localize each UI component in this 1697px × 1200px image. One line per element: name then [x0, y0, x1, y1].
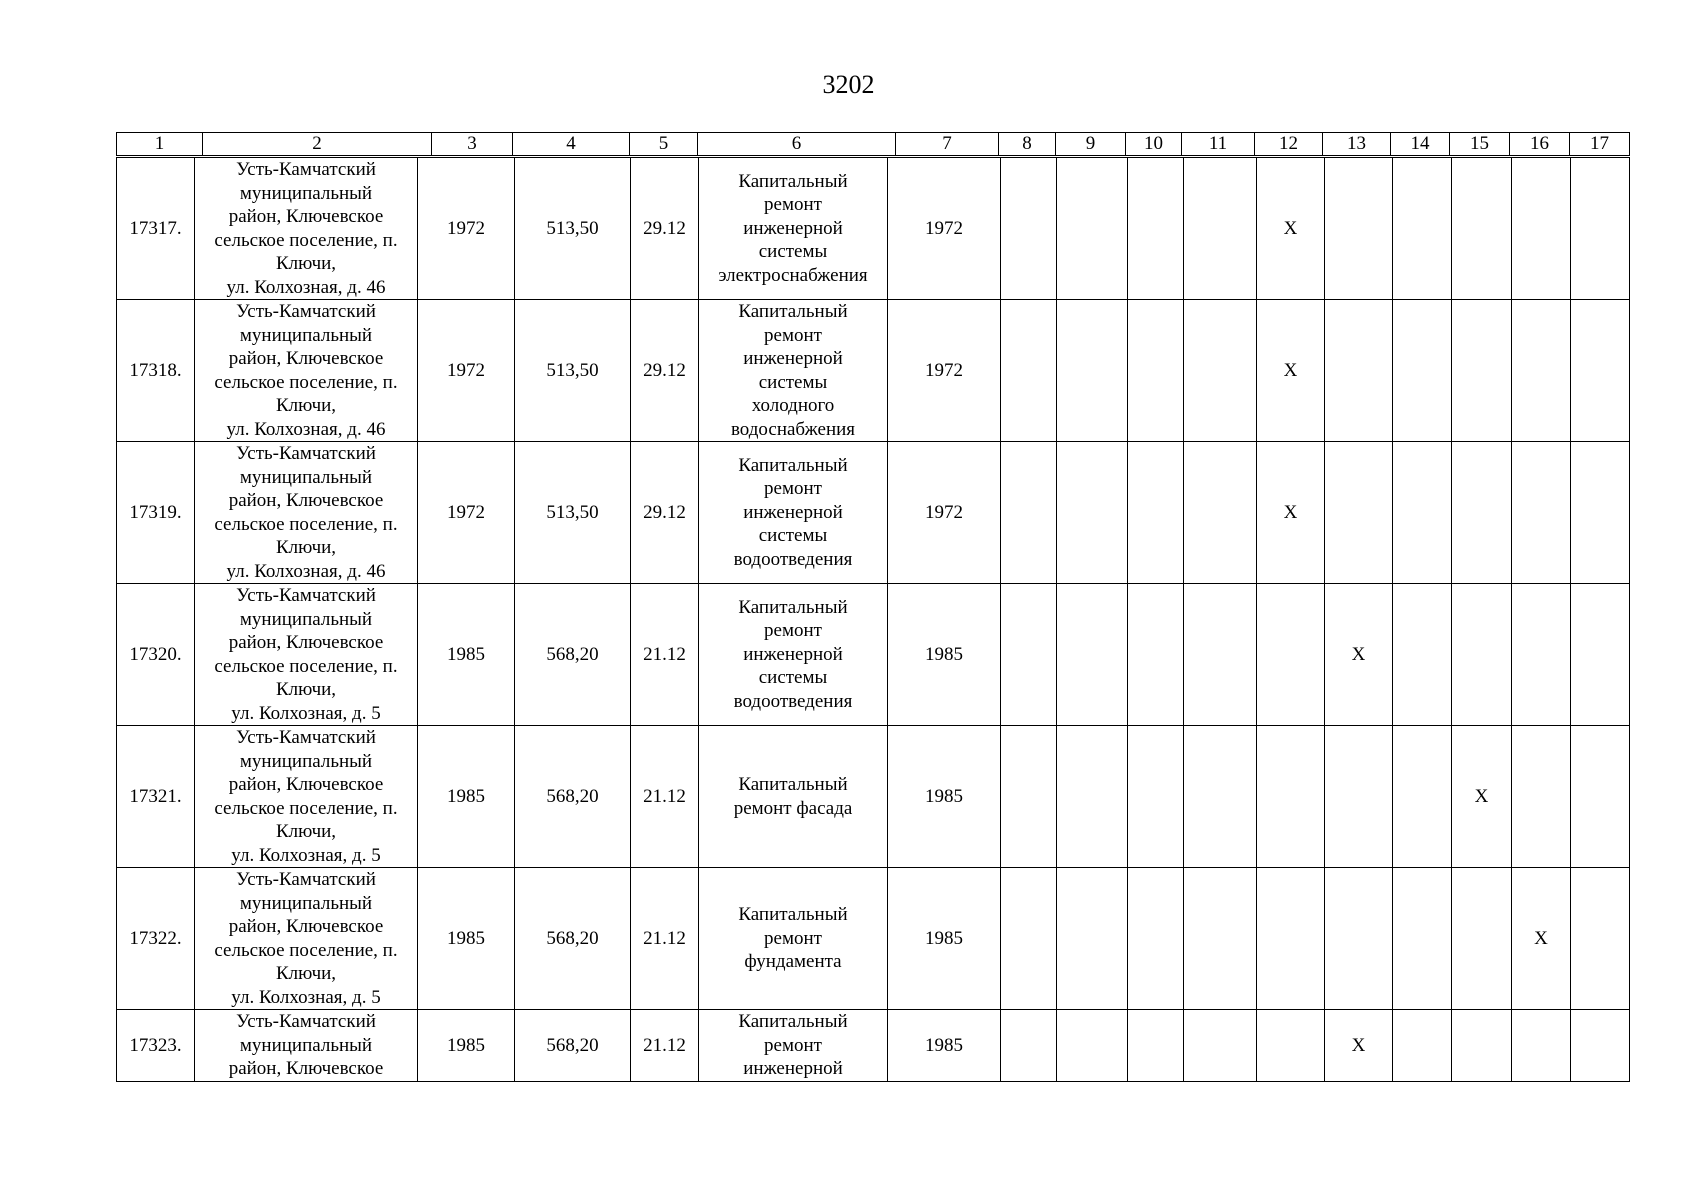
- table-row: [117, 158, 1630, 300]
- year-built: 1972: [418, 300, 515, 442]
- period: 21.12: [631, 868, 699, 1010]
- empty-cell: [1393, 726, 1452, 868]
- year-built: 1985: [418, 868, 515, 1010]
- row-number: 17320.: [117, 584, 195, 726]
- empty-cell: [1128, 584, 1184, 726]
- table-body: [117, 158, 1630, 1082]
- mark-cell: X: [1257, 442, 1325, 584]
- area: 513,50: [515, 442, 631, 584]
- empty-cell: [1184, 442, 1257, 584]
- empty-cell: [1001, 442, 1057, 584]
- empty-cell: [1057, 584, 1128, 726]
- empty-cell: [1571, 868, 1630, 1010]
- work-type: Капитальный ремонт инженерной системы холодного водоснабжения: [699, 300, 888, 442]
- empty-cell: [1257, 584, 1325, 726]
- empty-cell: [1571, 726, 1630, 868]
- empty-cell: [1393, 158, 1452, 300]
- empty-cell: [1452, 584, 1512, 726]
- empty-cell: [1452, 442, 1512, 584]
- empty-cell: [1184, 584, 1257, 726]
- address-cell: Усть-Камчатский муниципальный район, Ключевское сельское поселение, п. Ключи, ул. Колхозная, д. 5: [195, 726, 418, 868]
- mark-cell: X: [1257, 300, 1325, 442]
- period: 21.12: [631, 726, 699, 868]
- column-header-14: 14: [1391, 133, 1450, 156]
- column-header-16: 16: [1510, 133, 1570, 156]
- year-built: 1985: [418, 726, 515, 868]
- empty-cell: [1184, 726, 1257, 868]
- row-number: 17321.: [117, 726, 195, 868]
- empty-cell: [1512, 1010, 1571, 1082]
- area: 568,20: [515, 1010, 631, 1082]
- column-header-11: 11: [1182, 133, 1255, 156]
- empty-cell: [1128, 442, 1184, 584]
- year: 1972: [888, 300, 1001, 442]
- year-built: 1985: [418, 584, 515, 726]
- empty-cell: [1128, 158, 1184, 300]
- column-header-6: 6: [698, 133, 896, 156]
- column-header-12: 12: [1255, 133, 1323, 156]
- year: 1985: [888, 868, 1001, 1010]
- empty-cell: [1325, 300, 1393, 442]
- work-type: Капитальный ремонт фундамента: [699, 868, 888, 1010]
- empty-cell: [1128, 300, 1184, 442]
- empty-cell: [1184, 1010, 1257, 1082]
- period: 29.12: [631, 158, 699, 300]
- year: 1985: [888, 584, 1001, 726]
- table-row: [117, 584, 1630, 726]
- column-header-table: [116, 132, 1630, 156]
- empty-cell: [1128, 1010, 1184, 1082]
- empty-cell: [1393, 300, 1452, 442]
- empty-cell: [1571, 442, 1630, 584]
- year: 1985: [888, 726, 1001, 868]
- area: 513,50: [515, 300, 631, 442]
- mark-cell: X: [1257, 158, 1325, 300]
- address-cell: Усть-Камчатский муниципальный район, Ключевское сельское поселение, п. Ключи, ул. Колхозная, д. 46: [195, 158, 418, 300]
- mark-cell: X: [1452, 726, 1512, 868]
- year-built: 1985: [418, 1010, 515, 1082]
- area: 568,20: [515, 584, 631, 726]
- period: 29.12: [631, 300, 699, 442]
- column-header-5: 5: [630, 133, 698, 156]
- column-header-7: 7: [896, 133, 999, 156]
- empty-cell: [1128, 868, 1184, 1010]
- row-number: 17317.: [117, 158, 195, 300]
- address-cell: Усть-Камчатский муниципальный район, Ключевское сельское поселение, п. Ключи, ул. Колхозная, д. 5: [195, 868, 418, 1010]
- empty-cell: [1325, 868, 1393, 1010]
- area: 513,50: [515, 158, 631, 300]
- area: 568,20: [515, 726, 631, 868]
- empty-cell: [1393, 868, 1452, 1010]
- year: 1972: [888, 158, 1001, 300]
- period: 29.12: [631, 442, 699, 584]
- empty-cell: [1393, 1010, 1452, 1082]
- empty-cell: [1001, 1010, 1057, 1082]
- empty-cell: [1512, 300, 1571, 442]
- empty-cell: [1452, 158, 1512, 300]
- empty-cell: [1393, 442, 1452, 584]
- column-header-10: 10: [1126, 133, 1182, 156]
- empty-cell: [1057, 158, 1128, 300]
- year: 1985: [888, 1010, 1001, 1082]
- empty-cell: [1184, 300, 1257, 442]
- address-cell: Усть-Камчатский муниципальный район, Ключевское: [195, 1010, 418, 1082]
- table-row: [117, 300, 1630, 442]
- year: 1972: [888, 442, 1001, 584]
- empty-cell: [1001, 584, 1057, 726]
- empty-cell: [1571, 158, 1630, 300]
- empty-cell: [1452, 300, 1512, 442]
- column-header-15: 15: [1450, 133, 1510, 156]
- column-header-13: 13: [1323, 133, 1391, 156]
- empty-cell: [1452, 868, 1512, 1010]
- year-built: 1972: [418, 158, 515, 300]
- empty-cell: [1001, 726, 1057, 868]
- table-row: [117, 442, 1630, 584]
- work-type: Капитальный ремонт инженерной системы электроснабжения: [699, 158, 888, 300]
- page-number: 3202: [822, 70, 875, 99]
- row-number: 17323.: [117, 1010, 195, 1082]
- area: 568,20: [515, 868, 631, 1010]
- column-header-2: 2: [203, 133, 432, 156]
- mark-cell: X: [1325, 584, 1393, 726]
- period: 21.12: [631, 584, 699, 726]
- address-cell: Усть-Камчатский муниципальный район, Ключевское сельское поселение, п. Ключи, ул. Колхозная, д. 46: [195, 300, 418, 442]
- empty-cell: [1001, 868, 1057, 1010]
- mark-cell: X: [1512, 868, 1571, 1010]
- data-table: [116, 157, 1630, 1082]
- column-header-row: [117, 133, 1630, 156]
- column-header-4: 4: [513, 133, 630, 156]
- column-header-9: 9: [1056, 133, 1126, 156]
- empty-cell: [1571, 300, 1630, 442]
- empty-cell: [1512, 584, 1571, 726]
- address-cell: Усть-Камчатский муниципальный район, Ключевское сельское поселение, п. Ключи, ул. Колхозная, д. 5: [195, 584, 418, 726]
- table-row: [117, 726, 1630, 868]
- empty-cell: [1325, 158, 1393, 300]
- empty-cell: [1512, 726, 1571, 868]
- empty-cell: [1257, 868, 1325, 1010]
- empty-cell: [1512, 158, 1571, 300]
- empty-cell: [1001, 158, 1057, 300]
- empty-cell: [1057, 868, 1128, 1010]
- row-number: 17319.: [117, 442, 195, 584]
- empty-cell: [1571, 584, 1630, 726]
- empty-cell: [1257, 1010, 1325, 1082]
- empty-cell: [1512, 442, 1571, 584]
- column-header-8: 8: [999, 133, 1056, 156]
- work-type: Капитальный ремонт фасада: [699, 726, 888, 868]
- year-built: 1972: [418, 442, 515, 584]
- empty-cell: [1184, 868, 1257, 1010]
- empty-cell: [1393, 584, 1452, 726]
- row-number: 17322.: [117, 868, 195, 1010]
- empty-cell: [1128, 726, 1184, 868]
- work-type: Капитальный ремонт инженерной системы водоотведения: [699, 442, 888, 584]
- empty-cell: [1325, 442, 1393, 584]
- column-header-1: 1: [117, 133, 203, 156]
- table-row: [117, 868, 1630, 1010]
- row-number: 17318.: [117, 300, 195, 442]
- empty-cell: [1057, 726, 1128, 868]
- empty-cell: [1571, 1010, 1630, 1082]
- work-type: Капитальный ремонт инженерной: [699, 1010, 888, 1082]
- mark-cell: X: [1325, 1010, 1393, 1082]
- empty-cell: [1057, 300, 1128, 442]
- empty-cell: [1452, 1010, 1512, 1082]
- column-header-3: 3: [432, 133, 513, 156]
- empty-cell: [1184, 158, 1257, 300]
- empty-cell: [1057, 1010, 1128, 1082]
- empty-cell: [1057, 442, 1128, 584]
- empty-cell: [1325, 726, 1393, 868]
- period: 21.12: [631, 1010, 699, 1082]
- work-type: Капитальный ремонт инженерной системы водоотведения: [699, 584, 888, 726]
- empty-cell: [1257, 726, 1325, 868]
- table-row: [117, 1010, 1630, 1082]
- empty-cell: [1001, 300, 1057, 442]
- address-cell: Усть-Камчатский муниципальный район, Ключевское сельское поселение, п. Ключи, ул. Колхозная, д. 46: [195, 442, 418, 584]
- column-header-17: 17: [1570, 133, 1630, 156]
